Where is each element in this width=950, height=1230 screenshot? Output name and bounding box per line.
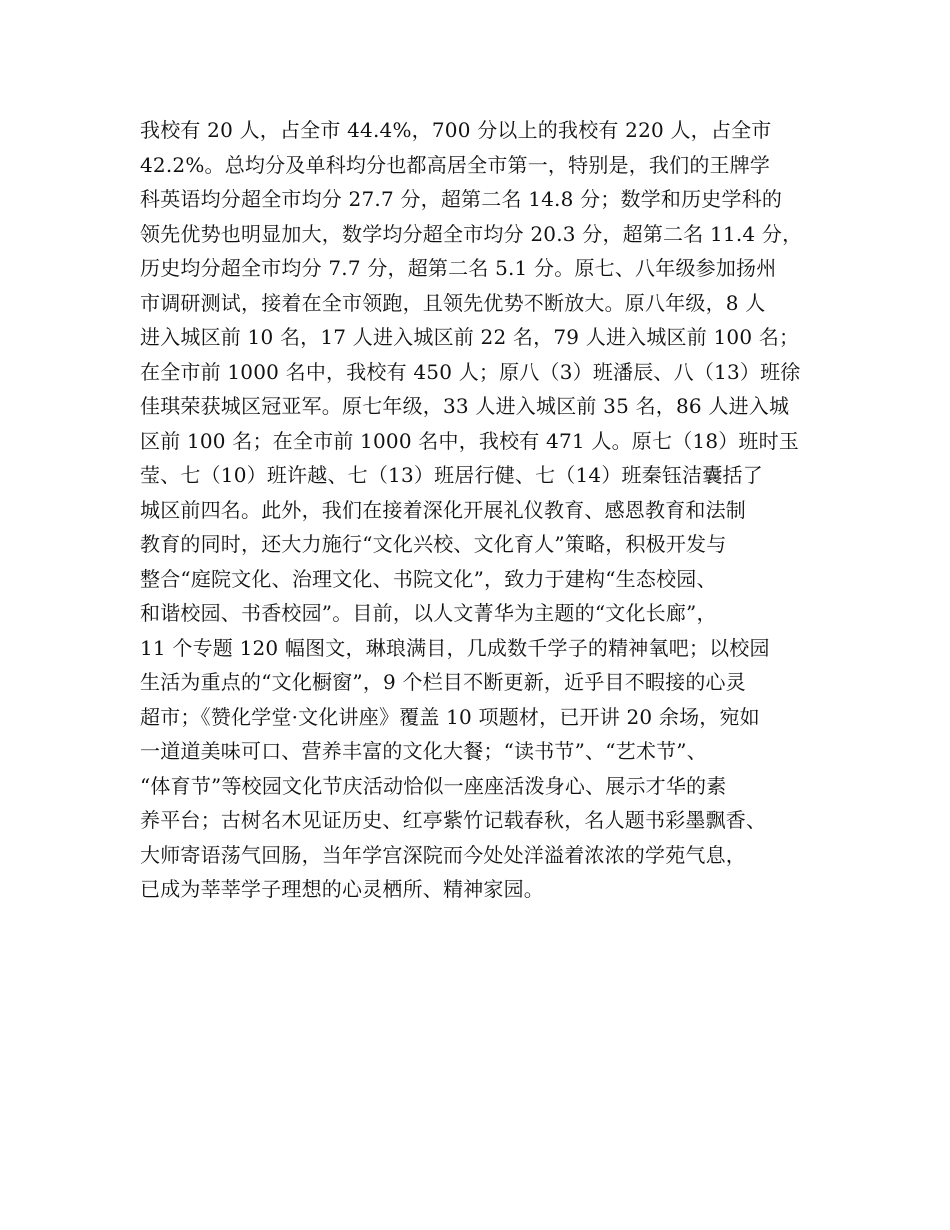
text-line: “体育节”等校园文化节庆活动恰似一座座活泼身心、展示才华的素	[140, 773, 727, 798]
text-line: 教育的同时，还大力施行“文化兴校、文化育人”策略，积极开发与	[140, 532, 727, 556]
text-line: 进入城区前 10 名，17 人进入城区前 22 名，79 人进入城区前 100 名；	[140, 325, 800, 349]
text-line: 领先优势也明显加大，数学均分超全市均分 20.3 分，超第二名 11.4 分，	[140, 221, 803, 246]
text-line: 我校有 20 人，占全市 44.4%，700 分以上的我校有 220 人，占全市	[140, 118, 772, 142]
text-line: 整合“庭院文化、治理文化、书院文化”，致力于建构“生态校园、	[140, 566, 717, 591]
text-line: 莹、七（10）班许越、七（13）班居行健、七（14）班秦钰洁囊括了	[140, 463, 763, 487]
body-text	[140, 113, 840, 907]
text-line: 城区前四名。此外，我们在接着深化开展礼仪教育、感恩教育和法制	[140, 497, 746, 522]
text-line: 大师寄语荡气回肠，当年学宫深院而今处处洋溢着浓浓的学苑气息，	[140, 842, 746, 867]
text-line: 一道道美味可口、营养丰富的文化大餐；“读书节”、“艺术节”、	[140, 739, 707, 763]
text-line: 佳琪荣获城区冠亚军。原七年级，33 人进入城区前 35 名，86 人进入城	[140, 394, 790, 418]
text-line: 生活为重点的“文化橱窗”，9 个栏目不断更新，近乎目不暇接的心灵	[140, 670, 746, 694]
text-line: 超市；《赞化学堂·文化讲座》覆盖 10 项题材，已开讲 20 余场，宛如	[140, 704, 760, 729]
text-line: 在全市前 1000 名中，我校有 450 人；原八（3）班潘辰、八（13）班徐	[140, 359, 801, 384]
text-line: 和谐校园、书香校园”。目前，以人文菁华为主题的“文化长廊”，	[140, 601, 717, 625]
text-line: 市调研测试，接着在全市领跑，且领先优势不断放大。原八年级，8 人	[140, 290, 766, 315]
text-line: 养平台；古树名木见证历史、红亭紫竹记载春秋，名人题书彩墨飘香、	[140, 808, 767, 832]
text-line: 11 个专题 120 幅图文，琳琅满目，几成数千学子的精神氧吧；以校园	[140, 635, 770, 660]
text-line: 科英语均分超全市均分 27.7 分，超第二名 14.8 分；数学和历史学科的	[140, 187, 783, 211]
text-line: 历史均分超全市均分 7.7 分，超第二名 5.1 分。原七、八年级参加扬州	[140, 256, 777, 280]
text-line: 区前 100 名；在全市前 1000 名中，我校有 471 人。原七（18）班时玉	[140, 428, 800, 453]
text-line: 已成为莘莘学子理想的心灵栖所、精神家园。	[140, 877, 544, 901]
text-line: 42.2%。总均分及单科均分也都高居全市第一，特别是，我们的王牌学	[140, 152, 771, 177]
